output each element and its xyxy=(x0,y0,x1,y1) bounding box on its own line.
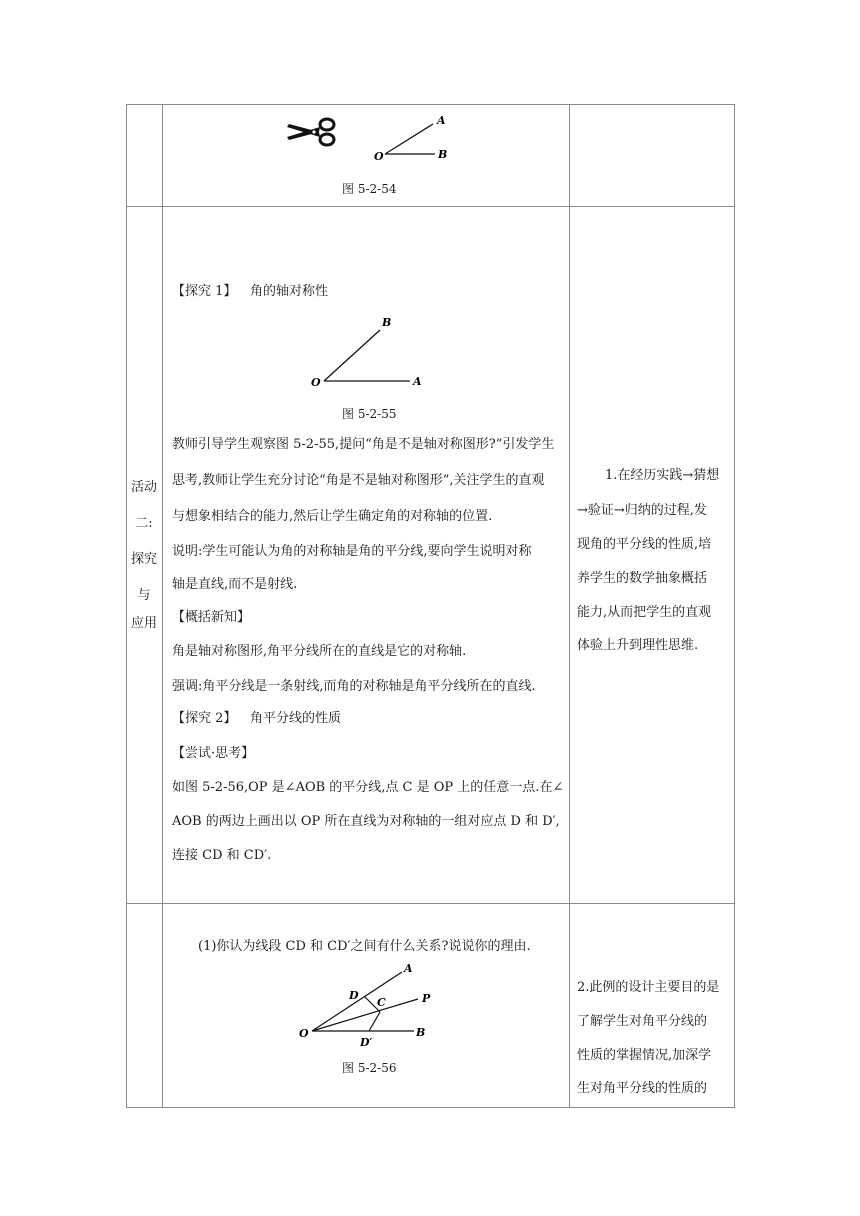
table-border-top xyxy=(126,104,735,105)
point-label-b: B xyxy=(438,148,448,161)
section-label-line: 应用 xyxy=(130,616,157,631)
teaching-note-line: 养学生的数学抽象概括 xyxy=(577,571,708,586)
point-label-b: B xyxy=(416,1026,426,1039)
figure-caption-5-2-56: 图 5-2-56 xyxy=(342,1061,397,1075)
teaching-note-line: 生对角平分线的性质的 xyxy=(577,1081,708,1096)
point-label-o: O xyxy=(299,1027,309,1040)
segment-cd-prime xyxy=(369,1012,380,1031)
summary-text: 角是轴对称图形,角平分线所在的直线是它的对称轴. xyxy=(172,644,467,659)
explore-2-paragraph-line: 连接 CD 和 CD′. xyxy=(172,848,272,863)
point-label-o: O xyxy=(311,376,321,389)
point-label-d-prime: D′ xyxy=(360,1036,373,1049)
teaching-note-line: 了解学生对角平分线的 xyxy=(577,1014,708,1029)
table-row-divider-2 xyxy=(126,903,735,904)
point-label-b: B xyxy=(382,316,392,329)
explore-1-note-line: 轴是直线,而不是射线. xyxy=(172,577,298,592)
explore-2-paragraph-line: AOB 的两边上画出以 OP 所在直线为对称轴的一组对应点 D 和 D′, xyxy=(172,814,560,829)
point-label-d: D xyxy=(349,989,359,1002)
section-label-line: 探究 xyxy=(130,552,157,567)
table-divider-1 xyxy=(162,104,163,1108)
explore-1-heading: 【探究 1】 xyxy=(172,284,237,299)
ray-op xyxy=(312,999,418,1031)
figure-5-2-56 xyxy=(292,962,442,1050)
teaching-note-line: 1.在经历实践→猜想 xyxy=(605,468,720,483)
explore-2-title: 角平分线的性质 xyxy=(250,711,342,726)
point-label-a: A xyxy=(413,375,422,388)
teaching-note-line: →验证→归纳的过程,发 xyxy=(577,503,707,518)
teaching-note-line: 体验上升到理性思维. xyxy=(577,638,699,653)
summary-heading: 【概括新知】 xyxy=(172,610,251,625)
explore-1-paragraph-line: 教师引导学生观察图 5-2-55,提问“角是不是轴对称图形?”引发学生 xyxy=(172,437,555,452)
table-border-right xyxy=(734,104,735,1108)
explore-2-heading: 【探究 2】 xyxy=(172,711,237,726)
explore-1-note-line: 说明:学生可能认为角的对称轴是角的平分线,要向学生说明对称 xyxy=(172,544,532,559)
point-label-o: O xyxy=(374,150,384,163)
emphasis-text: 强调:角平分线是一条射线,而角的对称轴是角平分线所在的直线. xyxy=(172,679,536,694)
try-think-heading: 【尝试·思考】 xyxy=(172,746,255,761)
scissors-icon xyxy=(284,116,338,148)
table-divider-2 xyxy=(569,104,570,1108)
explore-2-paragraph-line: 如图 5-2-56,OP 是∠AOB 的平分线,点 C 是 OP 上的任意一点.在∠ xyxy=(172,780,564,795)
teaching-note-line: 能力,从而把学生的直观 xyxy=(577,605,712,620)
section-label-line: 活动 xyxy=(130,480,157,495)
figure-5-2-55 xyxy=(302,312,432,392)
table-border-bottom xyxy=(126,1107,735,1108)
point-label-a: A xyxy=(437,114,446,127)
figure-5-2-54 xyxy=(370,112,460,166)
section-label-line: 与 xyxy=(137,588,151,603)
table-row-divider-1 xyxy=(126,206,735,207)
point-label-a: A xyxy=(404,962,413,975)
explore-1-paragraph-line: 思考,教师让学生充分讨论“角是不是轴对称图形”,关注学生的直观 xyxy=(172,473,545,488)
figure-caption-5-2-55: 图 5-2-55 xyxy=(342,407,397,421)
teaching-note-line: 2.此例的设计主要目的是 xyxy=(577,980,720,995)
teaching-note-line: 性质的掌握情况,加深学 xyxy=(577,1048,712,1063)
point-label-c: C xyxy=(377,996,386,1009)
ray-ob xyxy=(324,330,380,381)
point-label-p: P xyxy=(422,992,431,1005)
question-1: (1)你认为线段 CD 和 CD′之间有什么关系?说说你的理由. xyxy=(198,939,531,954)
explore-1-paragraph-line: 与想象相结合的能力,然后让学生确定角的对称轴的位置. xyxy=(172,509,493,524)
ray-oa xyxy=(385,124,433,154)
explore-1-title: 角的轴对称性 xyxy=(250,284,329,299)
teaching-note-line: 现角的平分线的性质,培 xyxy=(577,537,712,552)
figure-caption-5-2-54: 图 5-2-54 xyxy=(342,182,397,196)
section-label-line: 二: xyxy=(135,516,153,531)
